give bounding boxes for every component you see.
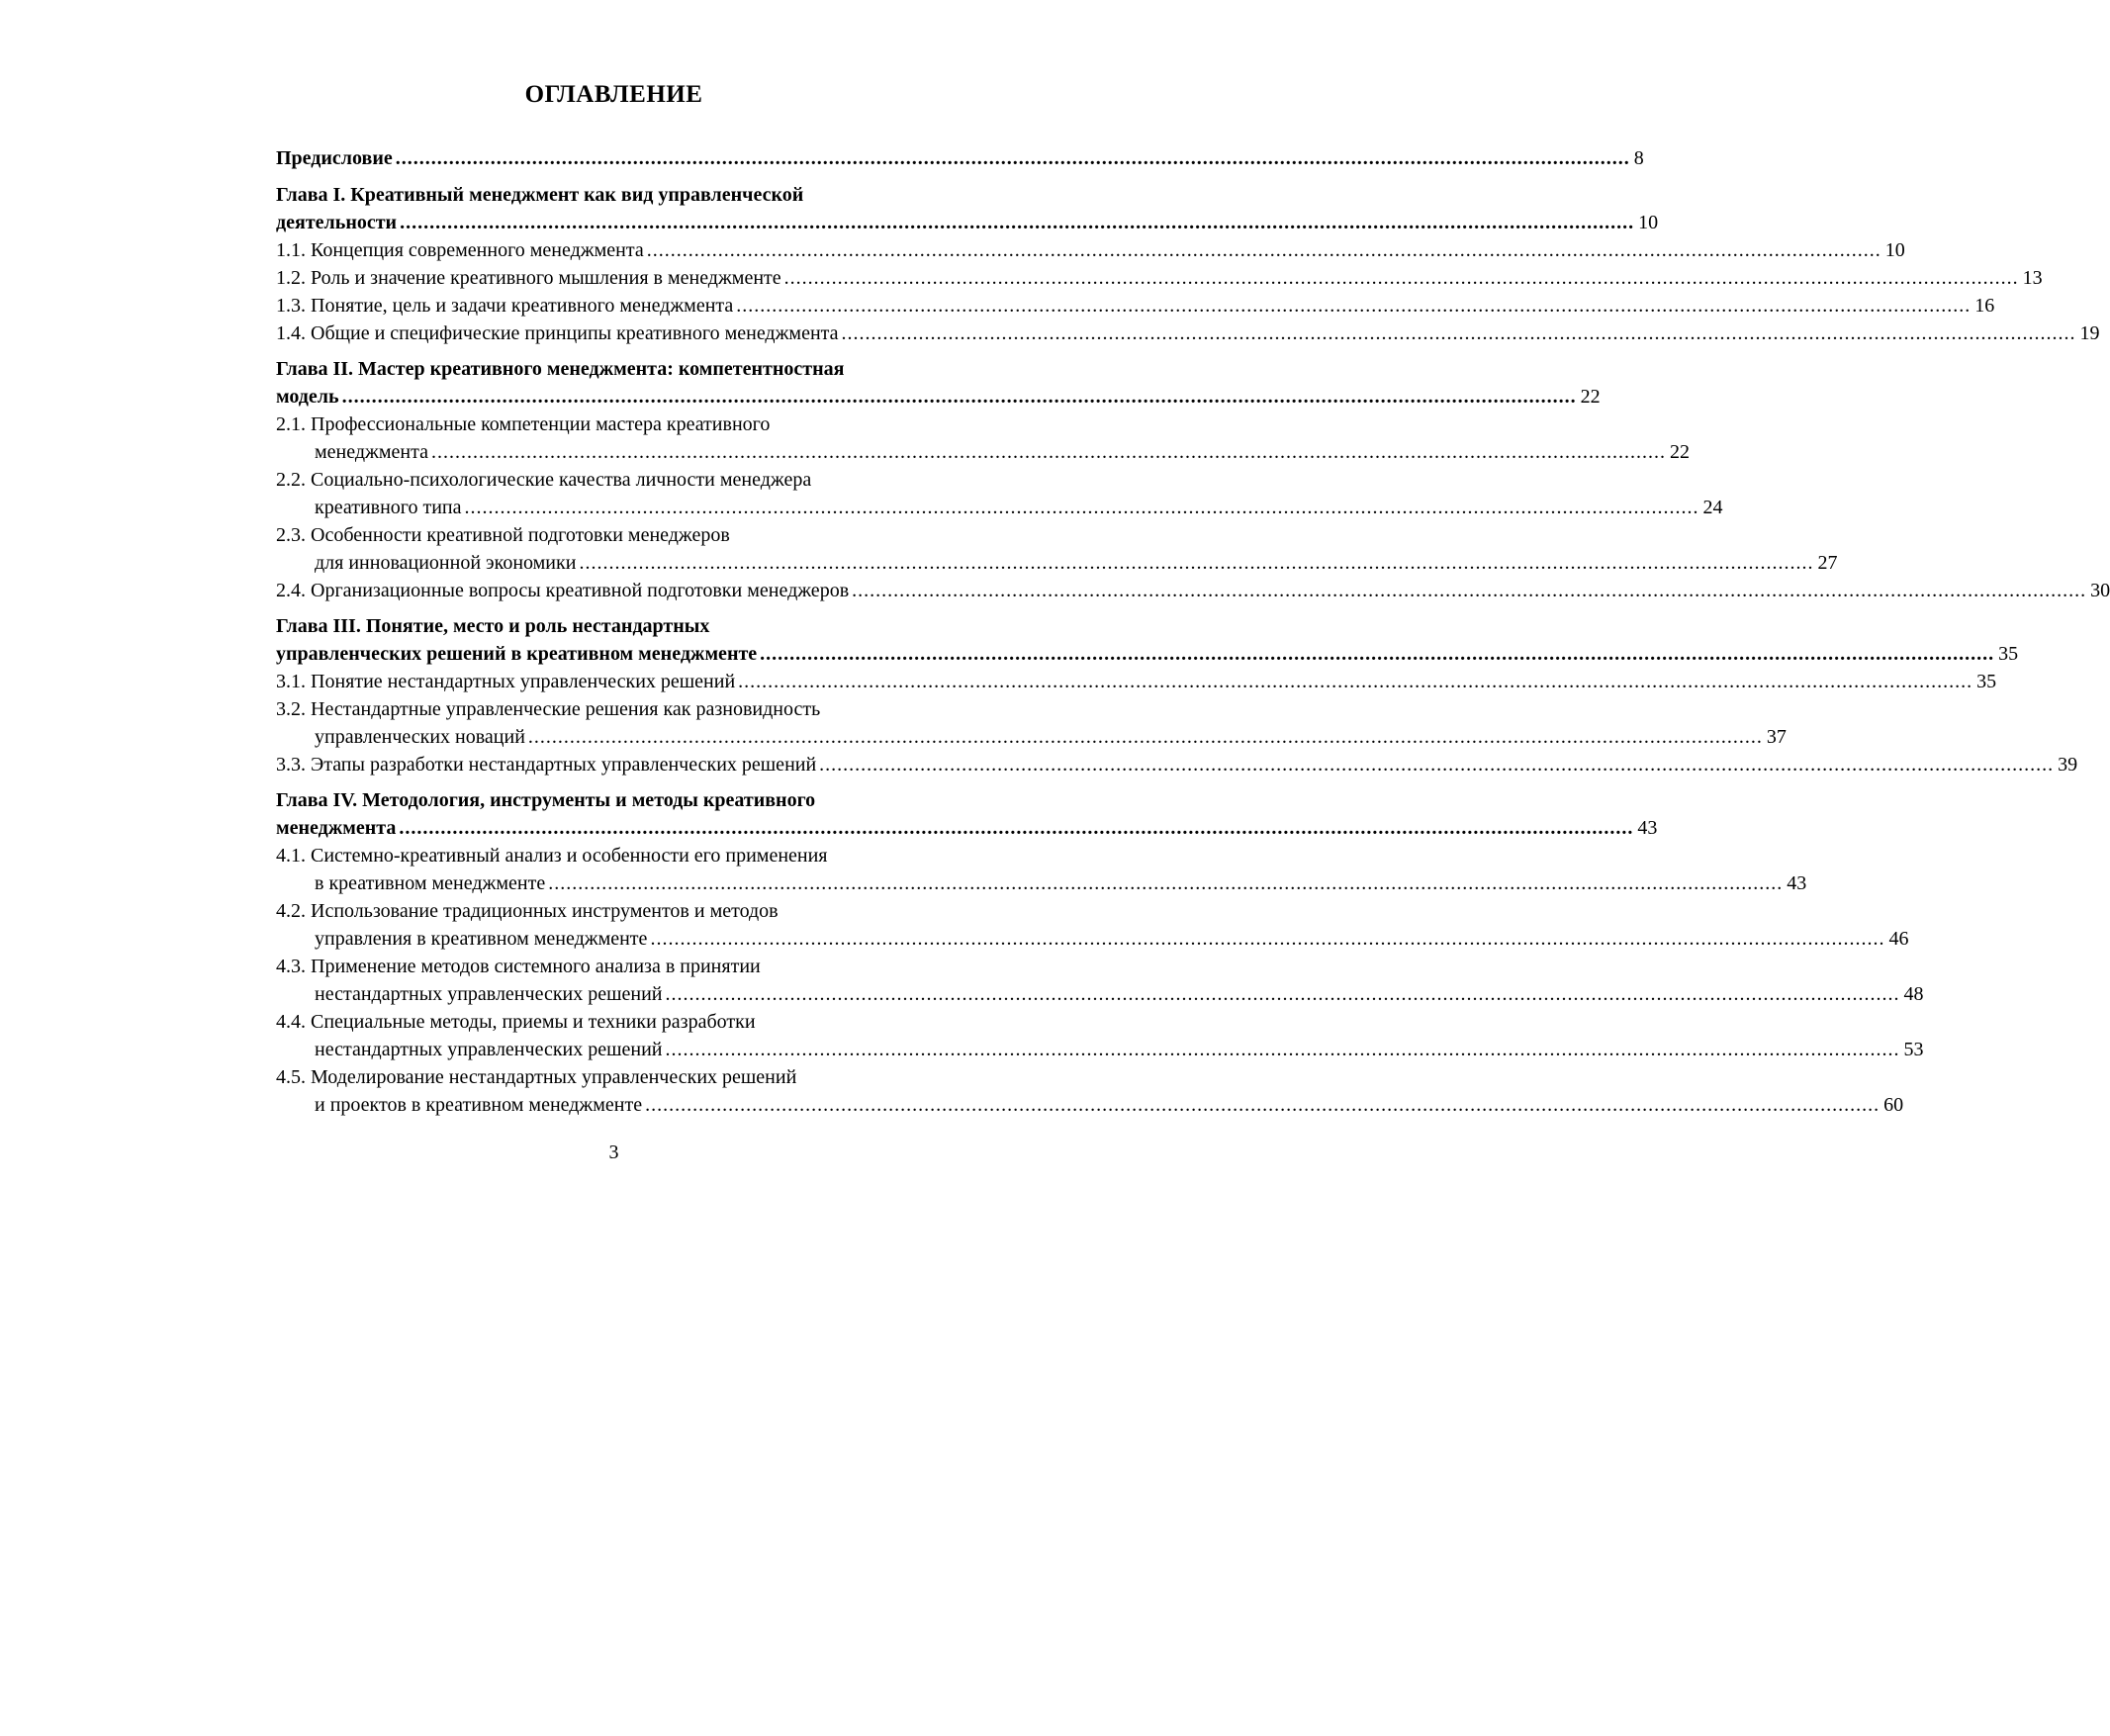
dot-leader (852, 577, 2086, 604)
toc-page-number: 39 (2058, 754, 2078, 776)
toc-entry-line (276, 842, 954, 869)
dot-leader (738, 668, 1972, 695)
toc-page-number: 22 (1669, 441, 1690, 463)
toc-entry-title: 1.2. Роль и значение креативного мышления в менеджменте (276, 267, 781, 289)
toc-entry-title: 2.2. Социально-психологические качества личности менеджера (276, 469, 812, 491)
toc-page-number: 37 (1766, 726, 1787, 748)
dot-leader (819, 751, 2054, 778)
toc-entry-title: управленческих решений в креативном менеджменте (276, 643, 758, 665)
toc-entry-line (276, 383, 1601, 411)
toc-entry-line (276, 1036, 1924, 1063)
toc-page-number: 8 (1633, 147, 1644, 169)
toc-entry-preface[interactable] (276, 144, 1644, 172)
toc-section-2-2[interactable] (276, 466, 1723, 521)
dot-leader (645, 1091, 1880, 1119)
dot-leader (666, 1036, 1900, 1063)
toc-entry-title: креативного типа (315, 497, 462, 518)
dot-leader (579, 549, 1813, 577)
toc-section-4-1[interactable] (276, 842, 1807, 897)
toc-page-number: 43 (1637, 817, 1658, 839)
toc-page-number: 13 (2022, 267, 2043, 289)
toc-entry-title: и проектов в креативном менеджменте (315, 1094, 643, 1116)
toc-entry-line (276, 786, 954, 814)
toc-page-number: 43 (1787, 872, 1807, 894)
toc-section-3-2[interactable] (276, 695, 1787, 751)
toc-page-number: 10 (1884, 239, 1905, 261)
toc-section-2-3[interactable] (276, 521, 1838, 577)
toc-entry-line (276, 466, 954, 494)
toc-entry-line (276, 355, 954, 383)
toc-entry-line (276, 411, 954, 438)
toc-entry-line (276, 1091, 1904, 1119)
toc-chapter-4[interactable] (276, 786, 1658, 842)
toc-entry-line (276, 953, 954, 980)
toc-entry-line (276, 1008, 954, 1036)
toc-entry-title: нестандартных управленческих решений (315, 983, 663, 1005)
toc-entry-line (276, 181, 954, 209)
toc-entry-title: деятельности (276, 212, 398, 233)
toc-entry-title: модель (276, 386, 339, 408)
toc-chapter-3[interactable] (276, 612, 2019, 668)
toc-section-4-3[interactable] (276, 953, 1924, 1008)
toc-section-4-5[interactable] (276, 1063, 1904, 1119)
toc-entry-line (276, 695, 954, 723)
dot-leader (650, 925, 1884, 953)
toc-entry-line (276, 438, 1690, 466)
dot-leader (431, 438, 1666, 466)
dot-leader (465, 494, 1699, 521)
dot-leader (760, 640, 1994, 668)
toc-page-number: 10 (1638, 212, 1659, 233)
dot-leader (342, 383, 1577, 411)
toc-page-number: 19 (2079, 322, 2100, 344)
toc-section-1-1[interactable] (276, 236, 1905, 264)
toc-entry-line (276, 612, 954, 640)
toc-entry-title: 2.1. Профессиональные компетенции мастера креативного (276, 413, 771, 435)
toc-entry-title: 1.3. Понятие, цель и задачи креативного менеджмента (276, 295, 734, 317)
toc-entry-title: нестандартных управленческих решений (315, 1039, 663, 1060)
toc-section-4-2[interactable] (276, 897, 1909, 953)
dot-leader (528, 723, 1763, 751)
toc-entry-line (276, 549, 1838, 577)
toc-section-2-1[interactable] (276, 411, 1690, 466)
toc-entry-title: Глава III. Понятие, место и роль нестандартных (276, 615, 710, 637)
toc-chapter-2[interactable] (276, 355, 1601, 411)
toc-entry-title: управленческих новаций (315, 726, 525, 748)
page-title: ОГЛАВЛЕНИЕ (524, 81, 703, 108)
toc-entry-line (276, 640, 2019, 668)
toc-page-number: 24 (1702, 497, 1723, 518)
dot-leader (736, 292, 1971, 320)
toc-entry-line (276, 925, 1909, 953)
toc-chapter-1[interactable] (276, 181, 1659, 236)
dot-leader (666, 980, 1900, 1008)
toc-entry-title: менеджмента (276, 817, 397, 839)
toc-entry-line (276, 521, 954, 549)
toc-entry-title: 1.1. Концепция современного менеджмента (276, 239, 644, 261)
toc-entry-title: 4.4. Специальные методы, приемы и техники разработки (276, 1011, 756, 1033)
toc-page-number: 35 (1998, 643, 2019, 665)
toc-entry-title: 4.3. Применение методов системного анализа в принятии (276, 956, 761, 977)
toc-page-number: 35 (1976, 671, 1997, 692)
toc-entry-line (276, 814, 1658, 842)
toc-entry-line (276, 980, 1924, 1008)
toc-entry-title: для инновационной экономики (315, 552, 577, 574)
dot-leader (399, 814, 1633, 842)
toc-entry-title: в креативном менеджменте (315, 872, 546, 894)
toc-page-number: 27 (1817, 552, 1838, 574)
toc-entry-title: 4.1. Системно-креативный анализ и особенности его применения (276, 845, 828, 867)
toc-entry-title: Глава II. Мастер креативного менеджмента: компетентностная (276, 358, 845, 380)
toc-page-number: 53 (1903, 1039, 1924, 1060)
toc-entry-title: 3.3. Этапы разработки нестандартных управленческих решений (276, 754, 817, 776)
toc-entry-title: 2.4. Организационные вопросы креативной подготовки менеджеров (276, 580, 850, 601)
dot-leader (400, 209, 1634, 236)
toc-entry-line (276, 869, 1807, 897)
dot-leader (842, 320, 2076, 347)
toc-section-1-4[interactable] (276, 320, 2100, 347)
toc-entry-title: 3.1. Понятие нестандартных управленческих решений (276, 671, 736, 692)
toc-section-1-3[interactable] (276, 292, 1995, 320)
toc-page-number: 46 (1888, 928, 1909, 950)
toc-entry-title: Глава I. Креативный менеджмент как вид управленческой (276, 184, 804, 206)
toc-entry-title: 1.4. Общие и специфические принципы креативного менеджмента (276, 322, 839, 344)
toc-page-number: 22 (1580, 386, 1601, 408)
toc-page-number: 16 (1974, 295, 1995, 317)
toc-page-number: 48 (1903, 983, 1924, 1005)
toc-entry-line (276, 1063, 954, 1091)
toc-entry-title: Предисловие (276, 147, 393, 169)
toc-section-1-2[interactable] (276, 264, 2043, 292)
toc-entry-line (276, 209, 1659, 236)
toc-entry-title: 4.5. Моделирование нестандартных управленческих решений (276, 1066, 797, 1088)
toc-section-2-4[interactable] (276, 577, 2110, 604)
toc-section-3-3[interactable] (276, 751, 2078, 778)
page-number: 3 (608, 1142, 619, 1163)
toc-entry-title: 2.3. Особенности креативной подготовки менеджеров (276, 524, 730, 546)
toc-page-number: 30 (2090, 580, 2110, 601)
toc-entry-line (276, 494, 1723, 521)
toc-entry-title: управления в креативном менеджменте (315, 928, 648, 950)
toc-section-4-4[interactable] (276, 1008, 1924, 1063)
toc-entry-title: менеджмента (315, 441, 428, 463)
dot-leader (647, 236, 1881, 264)
toc-entry-title: Глава IV. Методология, инструменты и методы креативного (276, 789, 816, 811)
toc-page-number: 60 (1883, 1094, 1904, 1116)
toc-entry-line (276, 723, 1787, 751)
toc-entry-line (276, 897, 954, 925)
table-of-contents (276, 144, 2110, 1119)
dot-leader (548, 869, 1783, 897)
toc-entry-title: 3.2. Нестандартные управленческие решения как разновидность (276, 698, 821, 720)
toc-section-3-1[interactable] (276, 668, 1997, 695)
dot-leader (396, 144, 1630, 172)
dot-leader (784, 264, 2019, 292)
toc-entry-title: 4.2. Использование традиционных инструментов и методов (276, 900, 779, 922)
